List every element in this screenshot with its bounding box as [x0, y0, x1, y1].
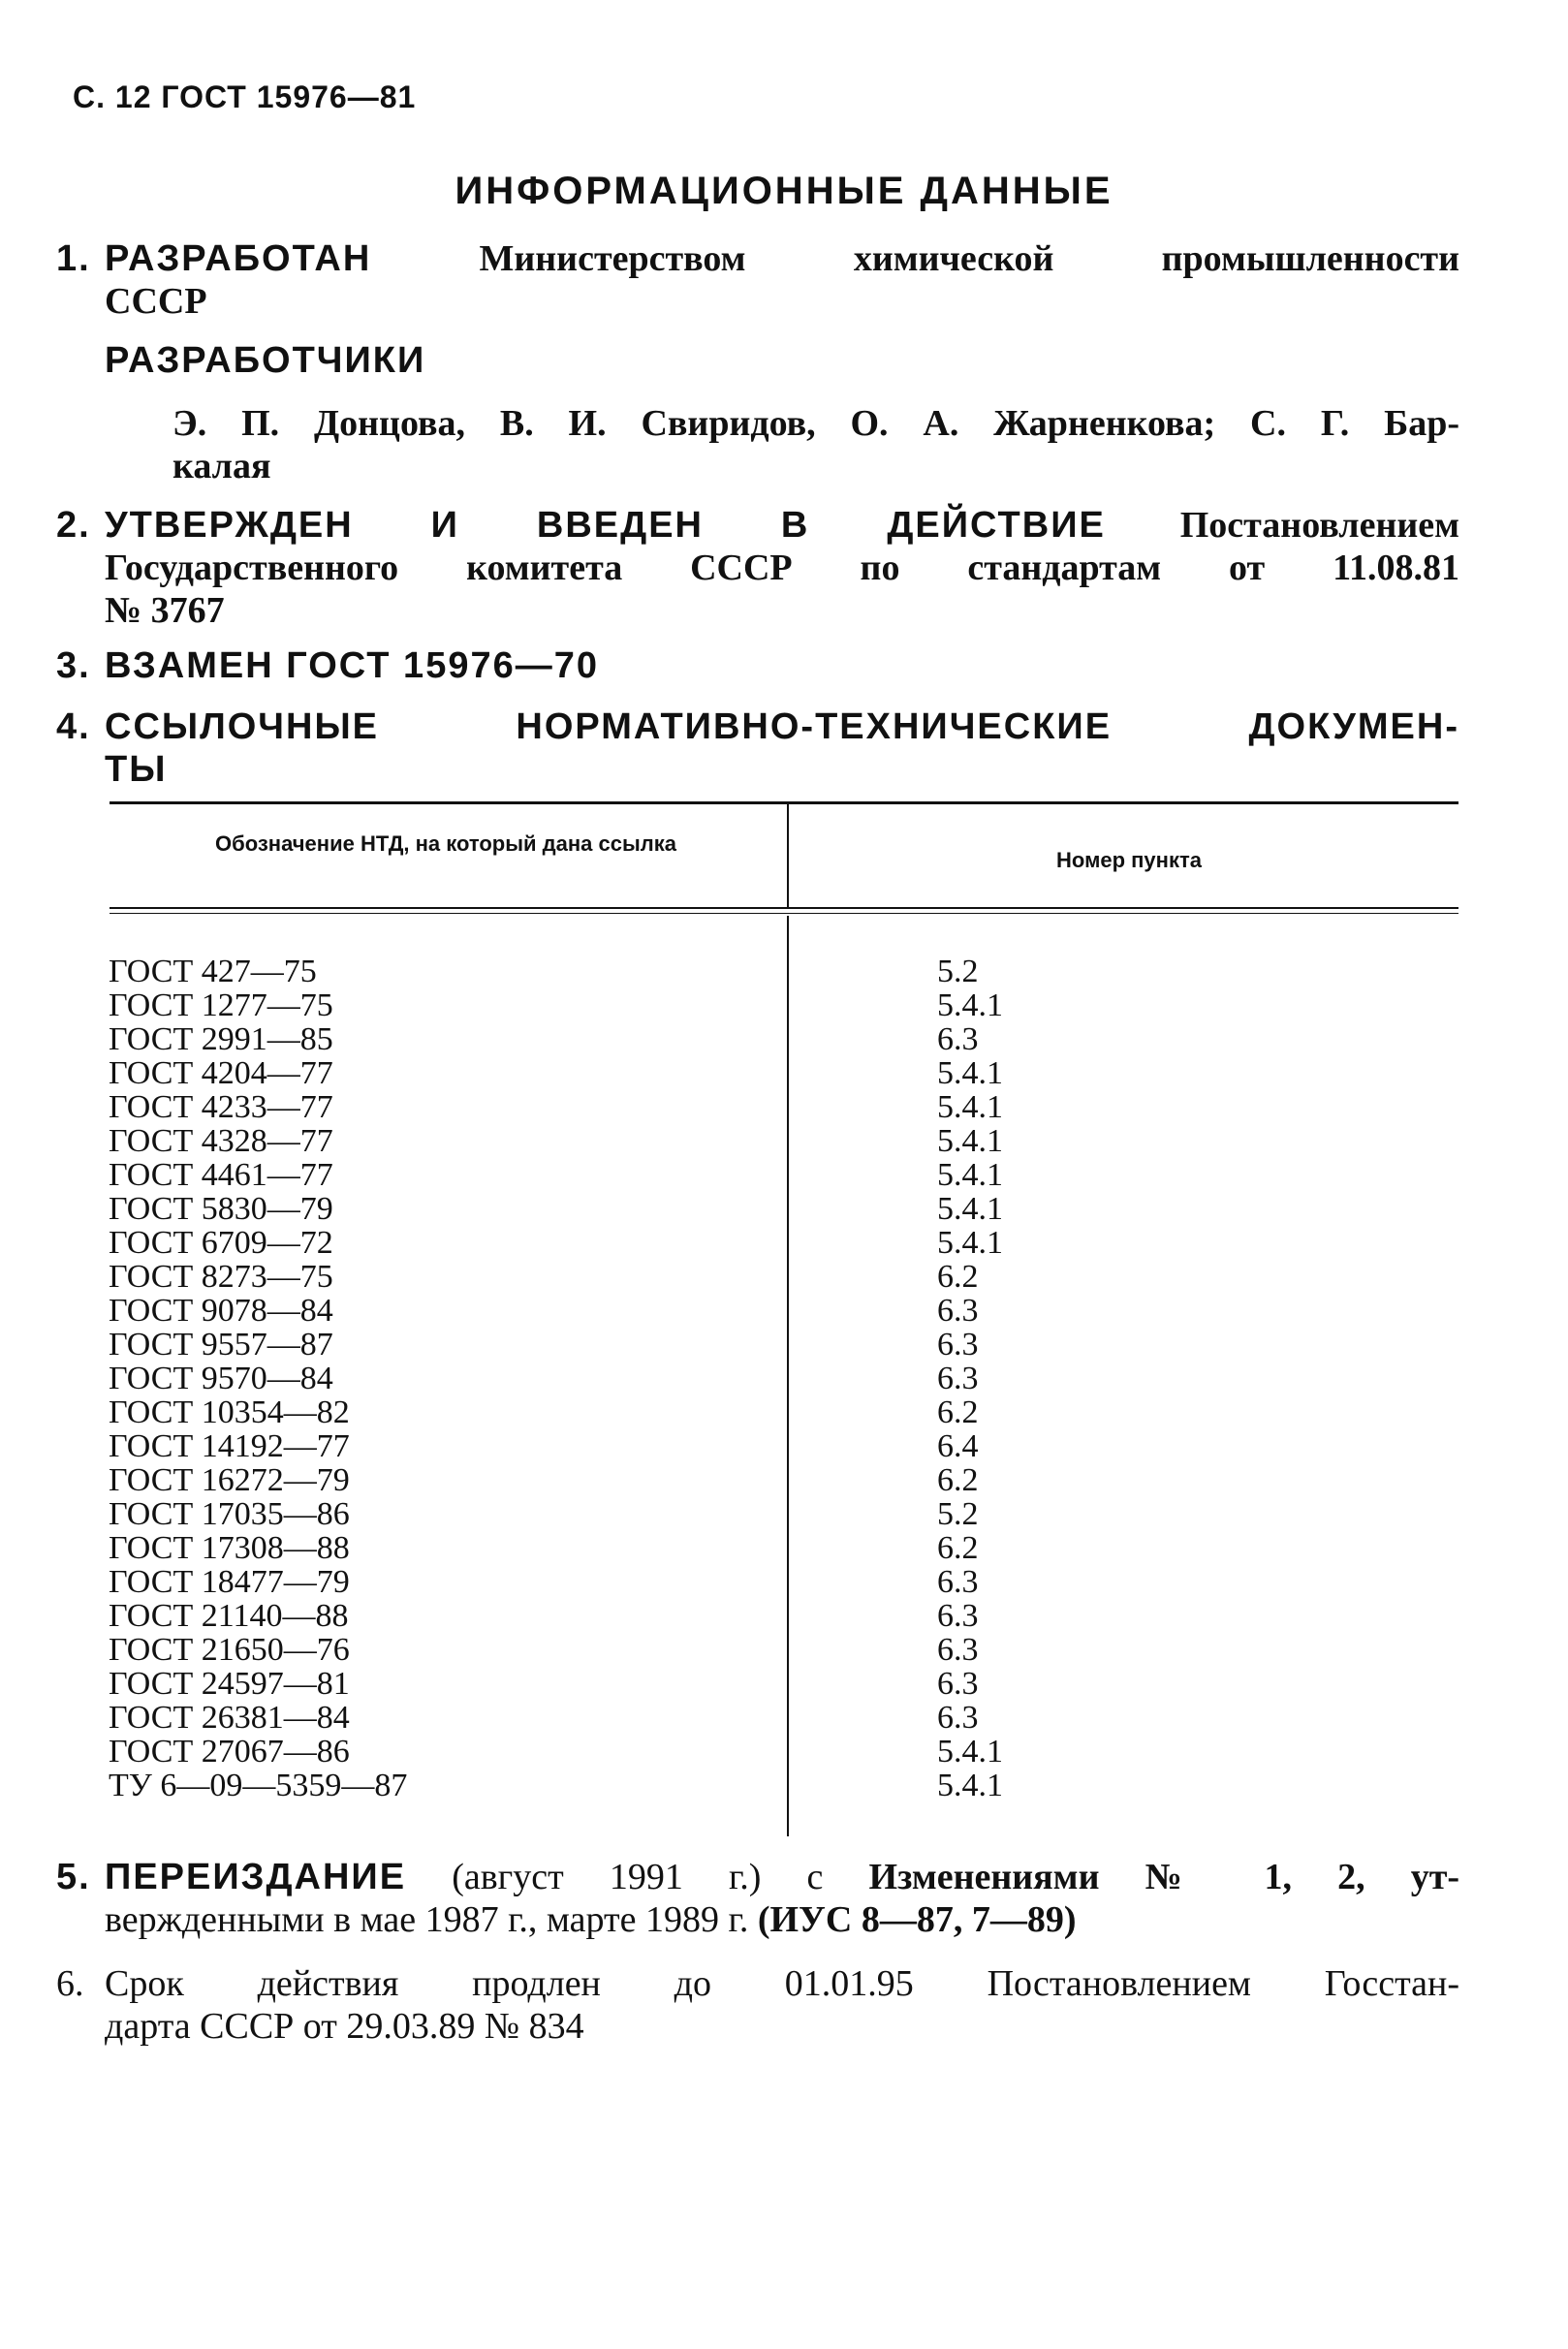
item-approved — [56, 504, 1459, 632]
table-cell-document: ГОСТ 16272—79 — [109, 1462, 350, 1498]
table-cell-document: ГОСТ 427—75 — [109, 954, 317, 989]
table-cell-clause: 6.2 — [937, 1259, 979, 1295]
table-top-rule — [110, 801, 1458, 804]
page-title: ИНФОРМАЦИОННЫЕ ДАННЫЕ — [455, 170, 1113, 212]
table-cell-document: ГОСТ 21140—88 — [109, 1598, 349, 1634]
table-body — [109, 955, 1465, 1802]
table-row — [109, 1260, 1465, 1294]
table-header-clause: Номер пункта — [1056, 848, 1202, 872]
table-row — [109, 1667, 1465, 1701]
table-cell-document: ГОСТ 4461—77 — [109, 1157, 333, 1193]
item-text-bold: Изменениями № 1, 2, ут- — [868, 1857, 1460, 1897]
table-row — [109, 1497, 1465, 1531]
table-header-rule — [110, 913, 1458, 914]
table-cell-clause: 6.3 — [937, 1700, 979, 1736]
table-row — [109, 1124, 1465, 1158]
item-validity-line1: Срок действия продлен до 01.01.95 Постановлением Госстан- — [105, 1963, 1459, 2004]
table-cell-document: ГОСТ 21650—76 — [109, 1632, 350, 1668]
table-row — [109, 1633, 1465, 1667]
item-text: Постановлением — [1179, 505, 1459, 546]
table-cell-clause: 5.2 — [937, 954, 979, 989]
item-text-bold: (ИУС 8—87, 7—89) — [757, 1899, 1077, 1940]
table-cell-document: ГОСТ 9557—87 — [109, 1327, 333, 1362]
item-label: ВЗАМЕН ГОСТ 15976—70 — [105, 645, 599, 686]
item-developed-line2: СССР — [105, 281, 207, 322]
item-approved-line3: № 3767 — [105, 590, 225, 631]
table-row — [109, 1192, 1465, 1226]
table-cell-document: ГОСТ 6709—72 — [109, 1225, 333, 1261]
item-number: 1. — [56, 238, 91, 279]
table-row — [109, 1090, 1465, 1124]
table-cell-clause: 6.2 — [937, 1462, 979, 1498]
table-row — [109, 1463, 1465, 1497]
table-row — [109, 1769, 1465, 1802]
table-cell-document: ГОСТ 4328—77 — [109, 1123, 333, 1159]
table-row — [109, 1395, 1465, 1429]
table-cell-document: ГОСТ 24597—81 — [109, 1666, 350, 1702]
developers-line1: Э. П. Донцова, В. И. Свиридов, О. А. Жарненкова; С. Г. Бар- — [172, 403, 1459, 444]
item-references-line1: ССЫЛОЧНЫЕ НОРМАТИВНО-ТЕХНИЧЕСКИЕ ДОКУМЕН- — [105, 706, 1459, 747]
table-cell-clause: 6.2 — [937, 1530, 979, 1566]
table-cell-document: ГОСТ 5830—79 — [109, 1191, 333, 1227]
table-row — [109, 1565, 1465, 1599]
table-row — [109, 1294, 1465, 1328]
table-cell-clause: 5.2 — [937, 1496, 979, 1532]
item-text: (август 1991 г.) с — [452, 1857, 824, 1897]
table-cell-clause: 6.3 — [937, 1327, 979, 1362]
item-number: 6. — [56, 1963, 84, 2004]
developers-line2: калая — [172, 446, 271, 486]
table-cell-clause: 6.4 — [937, 1428, 979, 1464]
table-cell-clause: 5.4.1 — [937, 1768, 1003, 1803]
item-approved-line2: Государственного комитета СССР по стандартам от 11.08.81 — [105, 548, 1459, 588]
table-row — [109, 1701, 1465, 1735]
item-validity-line2: дарта СССР от 29.03.89 № 834 — [105, 2006, 584, 2047]
item-reissue-line2 — [105, 1898, 1459, 1941]
table-cell-clause: 5.4.1 — [937, 1123, 1003, 1159]
item-label: ПЕРЕИЗДАНИЕ — [105, 1857, 407, 1897]
item-number: 3. — [56, 645, 91, 686]
table-cell-clause: 5.4.1 — [937, 1089, 1003, 1125]
page-header: С. 12 ГОСТ 15976—81 — [73, 79, 417, 114]
table-cell-clause: 6.3 — [937, 1666, 979, 1702]
table-cell-clause: 5.4.1 — [937, 987, 1003, 1023]
table-cell-document: ГОСТ 17035—86 — [109, 1496, 350, 1532]
table-cell-document: ГОСТ 4204—77 — [109, 1055, 333, 1091]
table-row — [109, 1158, 1465, 1192]
table-cell-clause: 6.3 — [937, 1361, 979, 1396]
item-developed-line1 — [105, 237, 1459, 280]
table-cell-document: ГОСТ 26381—84 — [109, 1700, 350, 1736]
item-number: 2. — [56, 505, 91, 546]
table-row — [109, 1022, 1465, 1056]
item-text: вержденными в мае 1987 г., марте 1989 г. — [105, 1899, 749, 1940]
table-cell-document: ГОСТ 4233—77 — [109, 1089, 333, 1125]
table-cell-document: ГОСТ 2991—85 — [109, 1021, 333, 1057]
item-developed — [56, 237, 1459, 323]
developers-names — [172, 402, 1459, 487]
table-cell-document: ГОСТ 17308—88 — [109, 1530, 350, 1566]
item-reissue — [56, 1856, 1460, 1941]
table-row — [109, 955, 1465, 988]
table-header-rule — [110, 907, 1458, 909]
table-cell-clause: 5.4.1 — [937, 1191, 1003, 1227]
table-cell-document: ГОСТ 1277—75 — [109, 987, 333, 1023]
item-text: Министерством химической промышленности — [479, 238, 1459, 279]
table-cell-clause: 6.3 — [937, 1598, 979, 1634]
item-references — [56, 705, 1459, 791]
table-cell-clause: 5.4.1 — [937, 1055, 1003, 1091]
table-cell-clause: 6.3 — [937, 1021, 979, 1057]
table-cell-clause: 6.2 — [937, 1394, 979, 1430]
developers-label: РАЗРАБОТЧИКИ — [105, 340, 426, 381]
table-row — [109, 1599, 1465, 1633]
item-validity — [56, 1962, 1459, 2048]
item-replaces — [56, 644, 599, 687]
table-row — [109, 1056, 1465, 1090]
table-cell-document: ГОСТ 27067—86 — [109, 1734, 350, 1770]
table-cell-document: ГОСТ 8273—75 — [109, 1259, 333, 1295]
item-reissue-line1 — [105, 1856, 1459, 1898]
item-approved-line1 — [105, 504, 1459, 547]
table-cell-document: ГОСТ 10354—82 — [109, 1394, 350, 1430]
item-label: РАЗРАБОТАН — [105, 238, 372, 279]
table-cell-document: ГОСТ 9078—84 — [109, 1293, 333, 1329]
item-references-line2: ТЫ — [105, 749, 168, 790]
item-label: УТВЕРЖДЕН И ВВЕДЕН В ДЕЙСТВИЕ — [105, 505, 1106, 546]
table-cell-clause: 6.3 — [937, 1632, 979, 1668]
table-row — [109, 1735, 1465, 1769]
table-column-divider — [787, 804, 789, 907]
table-row — [109, 1531, 1465, 1565]
table-row — [109, 1328, 1465, 1362]
table-cell-document: ТУ 6—09—5359—87 — [109, 1768, 408, 1803]
item-number: 5. — [56, 1857, 91, 1897]
table-row — [109, 1362, 1465, 1395]
table-row — [109, 988, 1465, 1022]
table-cell-clause: 5.4.1 — [937, 1225, 1003, 1261]
table-row — [109, 1226, 1465, 1260]
table-cell-clause: 6.3 — [937, 1293, 979, 1329]
table-cell-clause: 5.4.1 — [937, 1157, 1003, 1193]
table-cell-clause: 6.3 — [937, 1564, 979, 1600]
table-header-document: Обозначение НТД, на который дана ссылка — [215, 831, 676, 856]
table-cell-document: ГОСТ 18477—79 — [109, 1564, 350, 1600]
table-cell-document: ГОСТ 9570—84 — [109, 1361, 333, 1396]
table-row — [109, 1429, 1465, 1463]
table-cell-clause: 5.4.1 — [937, 1734, 1003, 1770]
item-number: 4. — [56, 706, 91, 747]
table-cell-document: ГОСТ 14192—77 — [109, 1428, 350, 1464]
